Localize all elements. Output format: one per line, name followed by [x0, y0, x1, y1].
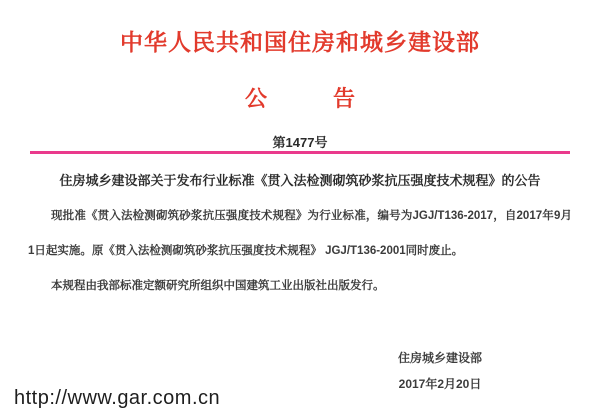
- announcement-heading: 公 告: [244, 86, 355, 111]
- issuer-signature: 住房城乡建设部: [397, 351, 482, 365]
- announcement-number: 第1477号: [272, 135, 328, 150]
- signature-block: [340, 345, 540, 397]
- watermark-url: http://www.gar.com.cn: [14, 387, 221, 409]
- ministry-title: 中华人民共和国住房和城乡建设部: [120, 30, 480, 55]
- body-text: [28, 199, 572, 304]
- body-paragraph-1: 现批准《贯入法检测砌筑砂浆抗压强度技术规程》为行业标准，编号为JGJ/T136-2017，自2017年9月1日起实施。原《贯入法检测砌筑砂浆抗压强度技术规程》 JGJ/T136-2001同时废止。: [28, 210, 572, 257]
- pink-divider-line: [30, 151, 570, 154]
- body-paragraph-2: 本规程由我部标准定额研究所组织中国建筑工业出版社出版发行。: [51, 280, 385, 292]
- issue-date: 2017年2月20日: [398, 377, 482, 391]
- subject-title: 住房城乡建设部关于发布行业标准《贯入法检测砌筑砂浆抗压强度技术规程》的公告: [59, 173, 541, 188]
